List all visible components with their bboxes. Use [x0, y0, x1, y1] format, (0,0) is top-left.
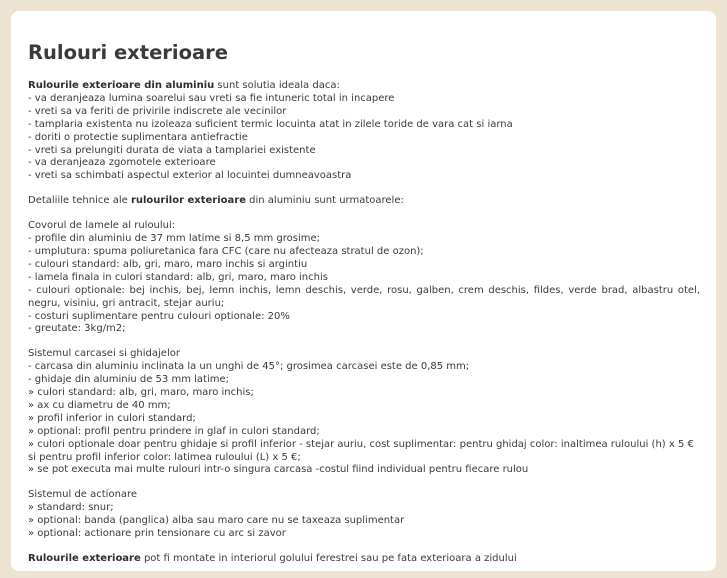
details-bold: rulourilor exterioare	[130, 195, 246, 207]
carcasa-item: » culori standard: alb, gri, maro, maro inchis;	[28, 387, 254, 399]
footer-rest: pot fi montate in interiorul golului ferestrei sau pe fata exterioara a zidului	[140, 553, 517, 564]
actionare-heading: Sistemul de actionare	[28, 489, 138, 501]
footer-bold: Rulourile exterioare	[28, 553, 141, 564]
carcasa-item: - ghidaje din aluminiu de 53 mm latime;	[28, 374, 229, 386]
intro-item: - tamplaria existenta nu izoleaza suficient termic locuinta atat in zilele toride de vara cat si iarna	[28, 118, 513, 130]
details-pre: Detaliile tehnice ale	[28, 195, 131, 207]
intro-item: - vreti sa schimbati aspectul exterior al locuintei dumneavoastra	[28, 170, 352, 182]
carcasa-item: » profil inferior in culori standard;	[28, 412, 196, 424]
footer-line	[28, 553, 700, 566]
covor-item: - greutate: 3kg/m2;	[28, 323, 126, 335]
covor-item: - culouri standard: alb, gri, maro, maro inchis si argintiu	[28, 258, 308, 270]
actionare-section	[28, 489, 700, 541]
page-title: Rulouri exterioare	[28, 41, 228, 64]
covor-item: - culouri optionale: bej inchis, bej, lemn inchis, lemn deschis, verde, rosu, galben, crem deschis, fildes, verde brad, albastru otel, negru, visiniu, gri antracit, stejar auriu;	[28, 284, 700, 309]
intro-item: - vreti sa va feriti de privirile indiscrete ale vecinilor	[28, 105, 287, 117]
carcasa-item: - carcasa din aluminiu inclinata la un unghi de 45°; grosimea carcasei este de 0,85 mm;	[28, 361, 470, 373]
actionare-item: » optional: banda (panglica) alba sau maro care nu se taxeaza suplimentar	[28, 515, 405, 527]
covor-item: - costuri suplimentare pentru culouri optionale: 20%	[28, 310, 290, 322]
details-post: din aluminiu sunt urmatoarele:	[245, 195, 404, 207]
carcasa-section	[28, 348, 700, 477]
intro-lead	[28, 80, 340, 91]
covor-item: - lamela finala in culori standard: alb, gri, maro, maro inchis	[28, 271, 328, 283]
carcasa-item: » ax cu diametru de 40 mm;	[28, 399, 171, 411]
actionare-item: » standard: snur;	[28, 502, 114, 514]
carcasa-heading: Sistemul carcasei si ghidajelor	[28, 348, 180, 360]
details-line	[28, 195, 700, 208]
carcasa-item: » se pot executa mai multe rulouri intr-o singura carcasa -costul fiind individual pentru fiecare rulou	[28, 464, 529, 476]
carcasa-item: » culori optionale doar pentru ghidaje si profil inferior - stejar auriu, cost suplimentar: pentru ghidaj color: inaltimea ruloului (h) x 5 € si pentru profil inferior color: latimea ruloului (L) x 5 €;	[28, 438, 694, 463]
content-card	[11, 11, 716, 571]
intro-item: - vreti sa prelungiti durata de viata a tamplariei existente	[28, 144, 316, 156]
intro-item: - va deranjeaza lumina soarelui sau vreti sa fie intuneric total in incapere	[28, 92, 395, 104]
intro-bold: Rulourile exterioare din aluminiu	[28, 80, 215, 91]
covor-item: - umplutura: spuma poliuretanica fara CFC (care nu afecteaza stratul de ozon);	[28, 245, 424, 257]
intro-rest: sunt solutia ideala daca:	[214, 80, 340, 91]
covor-section	[28, 220, 700, 336]
intro-item: - va deranjeaza zgomotele exterioare	[28, 157, 216, 169]
covor-item: - profile din aluminiu de 37 mm latime si 8,5 mm grosime;	[28, 233, 321, 245]
carcasa-item: » optional: profil pentru prindere in glaf in culori standard;	[28, 425, 320, 437]
intro-item: - doriti o protectie suplimentara antiefractie	[28, 131, 248, 143]
intro-section	[28, 80, 700, 183]
covor-heading: Covorul de lamele al ruloului:	[28, 220, 176, 232]
actionare-item: » optional: actionare prin tensionare cu arc si zavor	[28, 528, 286, 540]
article	[28, 41, 700, 578]
